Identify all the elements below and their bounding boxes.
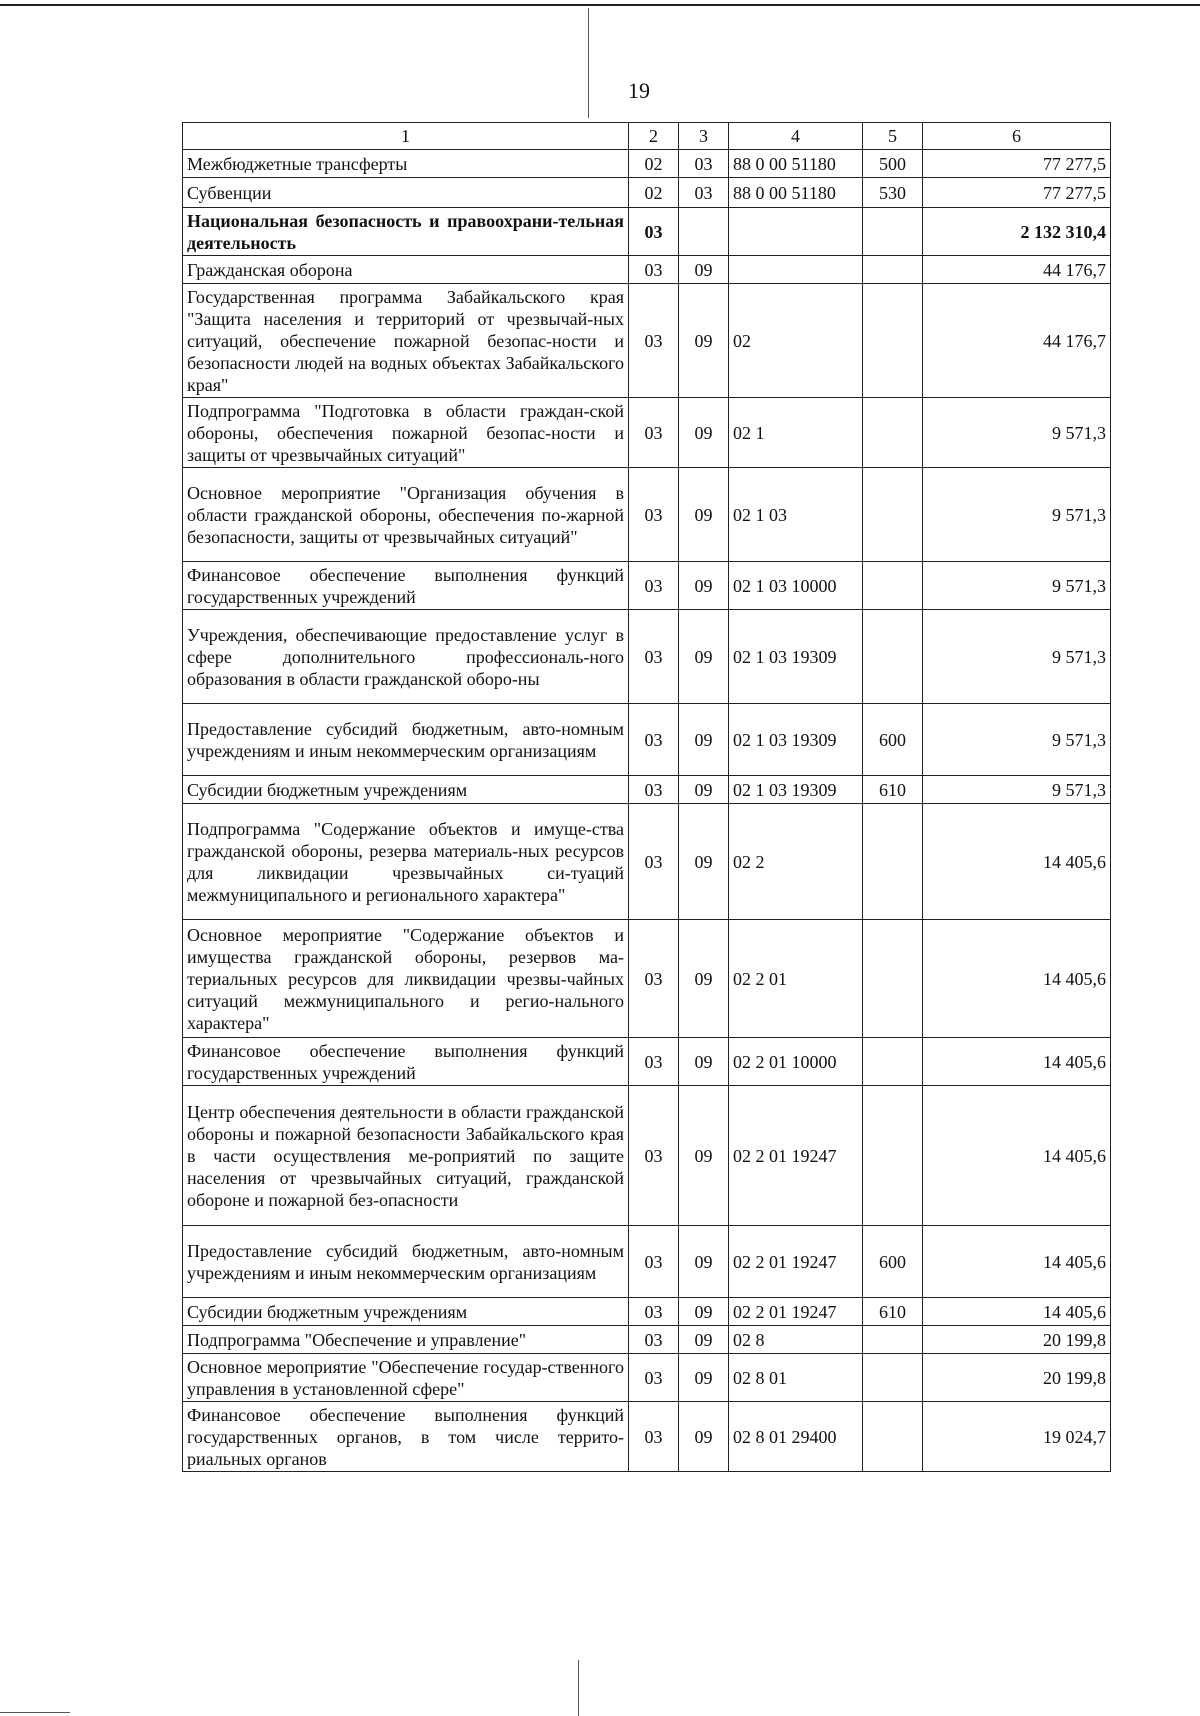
section-code: 03 <box>629 1226 679 1298</box>
subsection-code: 09 <box>679 562 729 610</box>
amount: 77 277,5 <box>923 178 1111 208</box>
page-number: 19 <box>628 78 650 103</box>
section-code: 03 <box>629 256 679 284</box>
scan-edge-mark-bottom-left <box>0 1712 70 1713</box>
row-name: Финансовое обеспечение выполнения функций государственных учреждений <box>183 1038 629 1086</box>
row-name: Финансовое обеспечение выполнения функций государственных учреждений <box>183 562 629 610</box>
amount: 20 199,8 <box>923 1354 1111 1402</box>
table-row <box>183 920 1111 1038</box>
target-code: 02 2 <box>729 804 863 920</box>
table-row <box>183 284 1111 398</box>
expense-type-code <box>863 1326 923 1354</box>
target-code: 02 2 01 <box>729 920 863 1038</box>
amount: 77 277,5 <box>923 150 1111 178</box>
target-code: 88 0 00 51180 <box>729 150 863 178</box>
subsection-code: 09 <box>679 1298 729 1326</box>
header-cell-5: 5 <box>863 123 923 150</box>
table-row <box>183 150 1111 178</box>
subsection-code: 09 <box>679 1402 729 1472</box>
target-code: 02 8 01 <box>729 1354 863 1402</box>
section-code: 03 <box>629 1402 679 1472</box>
scan-fold-mark-top <box>588 8 589 118</box>
table-row <box>183 256 1111 284</box>
table-row <box>183 1086 1111 1226</box>
amount: 44 176,7 <box>923 284 1111 398</box>
target-code: 02 8 01 29400 <box>729 1402 863 1472</box>
table-row <box>183 1226 1111 1298</box>
header-cell-6: 6 <box>923 123 1111 150</box>
header-cell-2: 2 <box>629 123 679 150</box>
subsection-code: 09 <box>679 704 729 776</box>
expense-type-code: 610 <box>863 1298 923 1326</box>
row-name: Предоставление субсидий бюджетным, авто-номным учреждениям и иным некоммерческим организациям <box>183 1226 629 1298</box>
amount: 19 024,7 <box>923 1402 1111 1472</box>
amount: 9 571,3 <box>923 704 1111 776</box>
row-name: Субсидии бюджетным учреждениям <box>183 1298 629 1326</box>
amount: 9 571,3 <box>923 468 1111 562</box>
target-code: 02 2 01 10000 <box>729 1038 863 1086</box>
target-code: 02 1 03 19309 <box>729 704 863 776</box>
subsection-code: 09 <box>679 1226 729 1298</box>
target-code: 02 1 03 19309 <box>729 776 863 804</box>
subsection-code: 09 <box>679 398 729 468</box>
row-name: Национальная безопасность и правоохрани-тельная деятельность <box>183 208 629 256</box>
expense-type-code <box>863 468 923 562</box>
amount: 2 132 310,4 <box>923 208 1111 256</box>
subsection-code: 09 <box>679 776 729 804</box>
amount: 14 405,6 <box>923 1086 1111 1226</box>
target-code: 88 0 00 51180 <box>729 178 863 208</box>
expense-type-code: 610 <box>863 776 923 804</box>
target-code: 02 1 03 19309 <box>729 610 863 704</box>
section-code: 02 <box>629 178 679 208</box>
expense-type-code <box>863 398 923 468</box>
section-code: 03 <box>629 1038 679 1086</box>
table-row <box>183 1354 1111 1402</box>
row-name: Финансовое обеспечение выполнения функций государственных органов, в том числе террито-риальных органов <box>183 1402 629 1472</box>
target-code: 02 1 03 <box>729 468 863 562</box>
row-name: Подпрограмма "Содержание объектов и имуще-ства гражданской обороны, резерва материаль-ных ресурсов для ликвидации чрезвычайных си-туаций межмуниципального и регионального характера" <box>183 804 629 920</box>
scan-top-edge <box>0 4 1200 6</box>
subsection-code: 09 <box>679 1354 729 1402</box>
target-code: 02 1 03 10000 <box>729 562 863 610</box>
section-code: 03 <box>629 398 679 468</box>
amount: 14 405,6 <box>923 1226 1111 1298</box>
table-row <box>183 610 1111 704</box>
expense-type-code: 600 <box>863 1226 923 1298</box>
subsection-code: 09 <box>679 920 729 1038</box>
subsection-code: 09 <box>679 1326 729 1354</box>
section-code: 03 <box>629 1326 679 1354</box>
target-code: 02 2 01 19247 <box>729 1226 863 1298</box>
row-name: Межбюджетные трансферты <box>183 150 629 178</box>
amount: 9 571,3 <box>923 562 1111 610</box>
amount: 14 405,6 <box>923 1298 1111 1326</box>
subsection-code: 09 <box>679 804 729 920</box>
expense-type-code <box>863 804 923 920</box>
table-row <box>183 1298 1111 1326</box>
expense-type-code <box>863 208 923 256</box>
subsection-code: 09 <box>679 610 729 704</box>
amount: 20 199,8 <box>923 1326 1111 1354</box>
section-code: 03 <box>629 804 679 920</box>
table-row <box>183 178 1111 208</box>
table-row <box>183 398 1111 468</box>
section-code: 03 <box>629 1298 679 1326</box>
target-code <box>729 256 863 284</box>
table-row <box>183 704 1111 776</box>
expense-type-code <box>863 256 923 284</box>
target-code: 02 1 <box>729 398 863 468</box>
table-row <box>183 1326 1111 1354</box>
amount: 44 176,7 <box>923 256 1111 284</box>
row-name: Гражданская оборона <box>183 256 629 284</box>
subsection-code: 09 <box>679 256 729 284</box>
expense-type-code: 600 <box>863 704 923 776</box>
expense-type-code <box>863 610 923 704</box>
table-row <box>183 1038 1111 1086</box>
target-code: 02 2 01 19247 <box>729 1298 863 1326</box>
row-name: Учреждения, обеспечивающие предоставление услуг в сфере дополнительного профессиональ-ного образования в области гражданской оборо-ны <box>183 610 629 704</box>
expense-type-code <box>863 284 923 398</box>
amount: 9 571,3 <box>923 610 1111 704</box>
section-code: 03 <box>629 468 679 562</box>
subsection-code <box>679 208 729 256</box>
target-code: 02 8 <box>729 1326 863 1354</box>
amount: 9 571,3 <box>923 776 1111 804</box>
section-code: 03 <box>629 776 679 804</box>
target-code <box>729 208 863 256</box>
section-code: 03 <box>629 704 679 776</box>
expense-type-code <box>863 920 923 1038</box>
table-row <box>183 562 1111 610</box>
expense-type-code <box>863 562 923 610</box>
subsection-code: 03 <box>679 150 729 178</box>
table-row <box>183 468 1111 562</box>
section-code: 03 <box>629 284 679 398</box>
amount: 14 405,6 <box>923 920 1111 1038</box>
expense-type-code: 530 <box>863 178 923 208</box>
row-name: Предоставление субсидий бюджетным, авто-номным учреждениям и иным некоммерческим организациям <box>183 704 629 776</box>
target-code: 02 <box>729 284 863 398</box>
row-name: Основное мероприятие "Организация обучения в области гражданской обороны, обеспечения по-жарной безопасности, защиты от чрезвычайных ситуаций" <box>183 468 629 562</box>
subsection-code: 09 <box>679 284 729 398</box>
scan-fold-mark-bottom <box>578 1660 579 1716</box>
section-code: 03 <box>629 562 679 610</box>
subsection-code: 09 <box>679 1086 729 1226</box>
header-cell-4: 4 <box>729 123 863 150</box>
row-name: Основное мероприятие "Содержание объектов и имущества гражданской обороны, резервов ма-териальных ресурсов для ликвидации чрезвы-чайных ситуаций межмуниципального и регио-нального характера" <box>183 920 629 1038</box>
amount: 9 571,3 <box>923 398 1111 468</box>
header-cell-3: 3 <box>679 123 729 150</box>
subsection-code: 03 <box>679 178 729 208</box>
row-name: Подпрограмма "Обеспечение и управление" <box>183 1326 629 1354</box>
row-name: Основное мероприятие "Обеспечение государ-ственного управления в установленной сфере" <box>183 1354 629 1402</box>
row-name: Субсидии бюджетным учреждениям <box>183 776 629 804</box>
row-name: Центр обеспечения деятельности в области гражданской обороны и пожарной безопасности Забайкальского края в части осуществления ме-роприятий по защите населения от чрезвычайных ситуаций, гражданской обороне и пожарной без-опасности <box>183 1086 629 1226</box>
subsection-code: 09 <box>679 468 729 562</box>
target-code: 02 2 01 19247 <box>729 1086 863 1226</box>
header-cell-1: 1 <box>183 123 629 150</box>
expense-type-code <box>863 1354 923 1402</box>
amount: 14 405,6 <box>923 804 1111 920</box>
subsection-code: 09 <box>679 1038 729 1086</box>
section-code: 03 <box>629 1354 679 1402</box>
budget-table <box>182 122 1111 1472</box>
expense-type-code <box>863 1086 923 1226</box>
section-code: 03 <box>629 1086 679 1226</box>
row-name: Субвенции <box>183 178 629 208</box>
table-row <box>183 208 1111 256</box>
row-name: Подпрограмма "Подготовка в области граждан-ской обороны, обеспечения пожарной безопас-ности и защиты от чрезвычайных ситуаций" <box>183 398 629 468</box>
amount: 14 405,6 <box>923 1038 1111 1086</box>
expense-type-code: 500 <box>863 150 923 178</box>
row-name: Государственная программа Забайкальского края "Защита населения и территорий от чрезвычай-ных ситуаций, обеспечение пожарной безопас-ности и безопасности людей на водных объектах Забайкальского края" <box>183 284 629 398</box>
table-row <box>183 1402 1111 1472</box>
section-code: 02 <box>629 150 679 178</box>
expense-type-code <box>863 1038 923 1086</box>
table-header-row <box>183 123 1111 150</box>
section-code: 03 <box>629 920 679 1038</box>
expense-type-code <box>863 1402 923 1472</box>
section-code: 03 <box>629 208 679 256</box>
table-row <box>183 776 1111 804</box>
table-row <box>183 804 1111 920</box>
section-code: 03 <box>629 610 679 704</box>
